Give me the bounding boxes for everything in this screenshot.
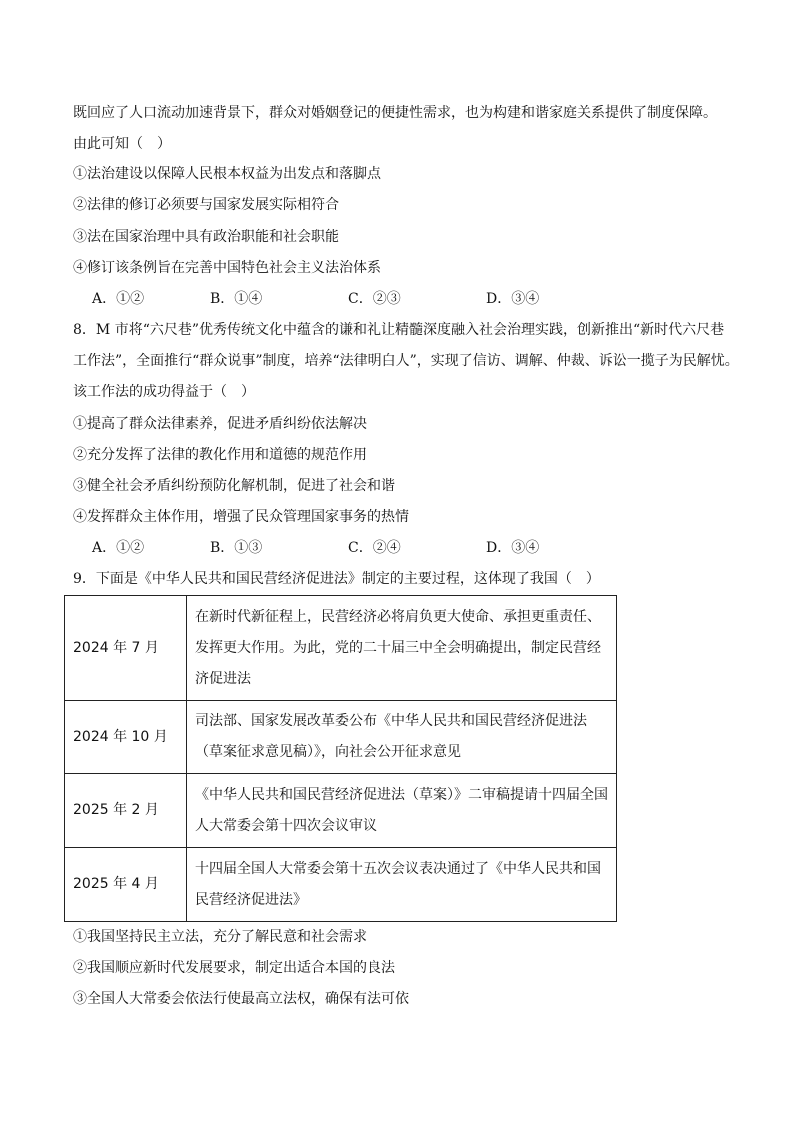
timeline-description: 在新时代新征程上，民营经济必将肩负更大使命、承担更重责任、发挥更大作用。为此，党的二十届三中全会明确提出，制定民营经济促进法 <box>187 596 617 701</box>
timeline-date: 2024 年 7 月 <box>65 596 187 701</box>
q7-question-prompt: 由此可知（ ） <box>73 136 171 152</box>
q9-stem: 9．下面是《中华人民共和国民营经济促进法》制定的主要过程，这体现了我国（ ） <box>73 571 600 587</box>
q7-options <box>92 289 652 309</box>
q8-options <box>92 538 652 558</box>
q7-statement-2: ②法律的修订必须要与国家发展实际相符合 <box>73 197 339 213</box>
timeline-date: 2025 年 2 月 <box>65 774 187 848</box>
q8-option-b[interactable]: B．①③ <box>210 540 263 556</box>
q8-statement-4: ④发挥群众主体作用，增强了民众管理国家事务的热情 <box>73 509 409 525</box>
table-row <box>65 774 617 848</box>
q8-statement-3: ③健全社会矛盾纠纷预防化解机制，促进了社会和谐 <box>73 478 395 494</box>
q8-stem-line-3: 该工作法的成功得益于（ ） <box>73 384 255 400</box>
q8-statement-2: ②充分发挥了法律的教化作用和道德的规范作用 <box>73 447 367 463</box>
intro-text-line-1: 既回应了人口流动加速背景下，群众对婚姻登记的便捷性需求，也为构建和谐家庭关系提供了制度保障。 <box>73 105 717 121</box>
q7-option-b[interactable]: B．①④ <box>210 291 263 307</box>
q7-option-c[interactable]: C．②③ <box>348 291 401 307</box>
q9-statement-2: ②我国顺应新时代发展要求，制定出适合本国的良法 <box>73 960 395 976</box>
q8-statement-1: ①提高了群众法律素养，促进矛盾纠纷依法解决 <box>73 416 367 432</box>
table-row <box>65 848 617 922</box>
timeline-description: 司法部、国家发展改革委公布《中华人民共和国民营经济促进法（草案征求意见稿）》，向社会公开征求意见 <box>187 701 617 774</box>
legislation-timeline-table <box>64 595 617 922</box>
table-row <box>65 596 617 701</box>
q7-option-a[interactable]: A．①② <box>92 291 145 307</box>
timeline-date: 2025 年 4 月 <box>65 848 187 922</box>
timeline-date: 2024 年 10 月 <box>65 701 187 774</box>
q8-option-d[interactable]: D．③④ <box>486 540 540 556</box>
timeline-description: 十四届全国人大常委会第十五次会议表决通过了《中华人民共和国民营经济促进法》 <box>187 848 617 922</box>
q8-option-a[interactable]: A．①② <box>92 540 145 556</box>
q7-statement-3: ③法在国家治理中具有政治职能和社会职能 <box>73 229 339 245</box>
timeline-description: 《中华人民共和国民营经济促进法（草案）》二审稿提请十四届全国人大常委会第十四次会议审议 <box>187 774 617 848</box>
q8-stem-line-1: 8．M 市将“六尺巷”优秀传统文化中蕴含的谦和礼让精髓深度融入社会治理实践，创新推出“新时代六尺巷 <box>73 322 725 338</box>
q8-stem-line-2: 工作法”，全面推行“群众说事”制度，培养“法律明白人”，实现了信访、调解、仲裁、诉讼一揽子为民解忧。 <box>73 353 739 369</box>
q7-option-d[interactable]: D．③④ <box>486 291 540 307</box>
table-row <box>65 701 617 774</box>
q9-statement-3: ③全国人大常委会依法行使最高立法权，确保有法可依 <box>73 991 409 1007</box>
q7-statement-1: ①法治建设以保障人民根本权益为出发点和落脚点 <box>73 166 381 182</box>
q8-option-c[interactable]: C．②④ <box>348 540 401 556</box>
q9-statement-1: ①我国坚持民主立法，充分了解民意和社会需求 <box>73 929 367 945</box>
q7-statement-4: ④修订该条例旨在完善中国特色社会主义法治体系 <box>73 260 381 276</box>
